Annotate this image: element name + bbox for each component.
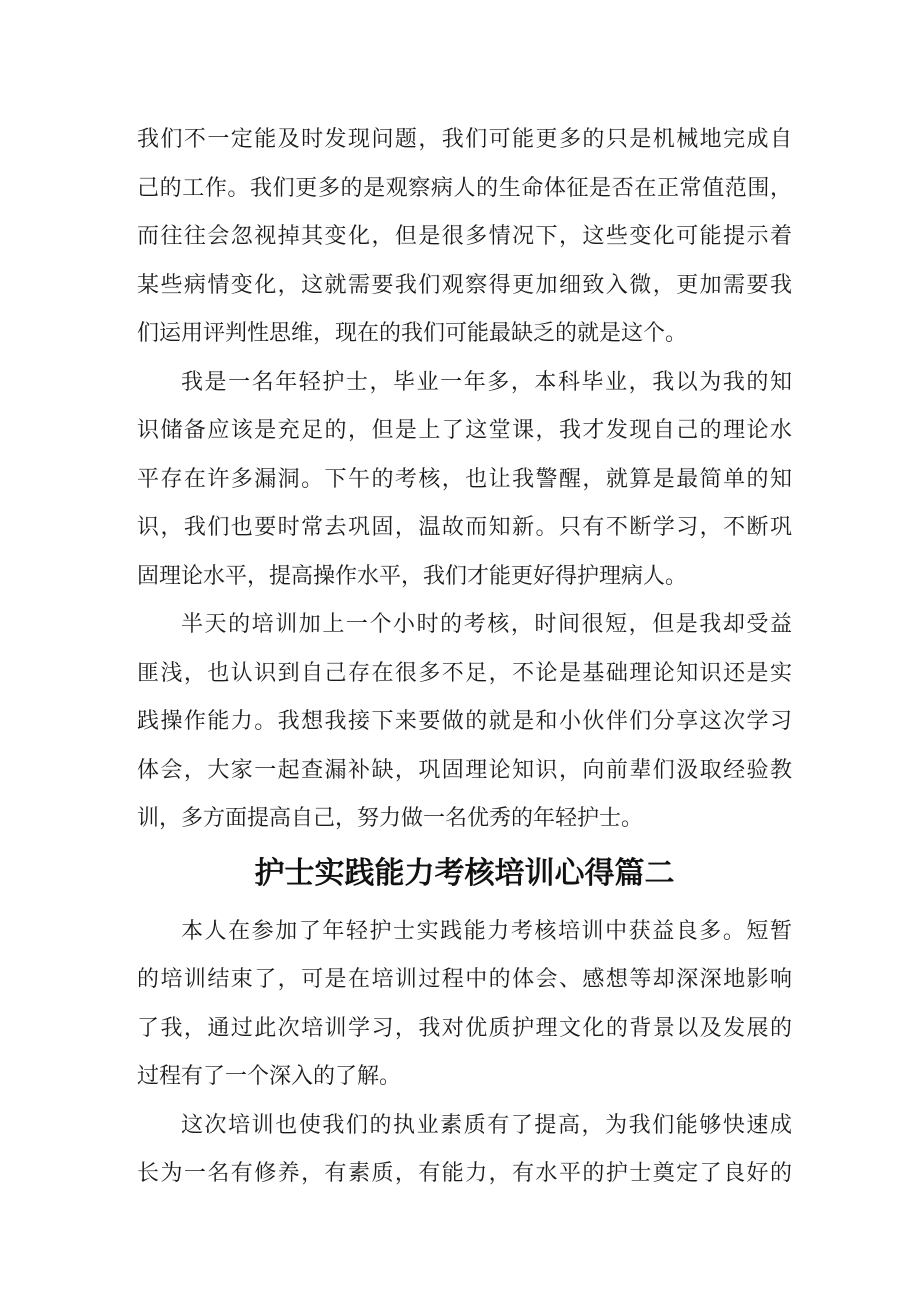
- text-line: 们运用评判性思维，现在的我们可能最缺乏的就是这个。: [137, 321, 688, 346]
- paragraph-young-nurse: [137, 359, 792, 602]
- text-line: 本人在参加了年轻护士实践能力考核培训中获益良多。短暂: [181, 918, 792, 944]
- text-line: 训，多方面提高自己，努力做一名优秀的年轻护士。: [137, 806, 644, 831]
- text-line: 某些病情变化，这就需要我们观察得更加细致入微，更加需要我: [137, 272, 792, 298]
- paragraph-quality-improvement: [137, 1102, 792, 1199]
- paragraph-part-two-intro: [137, 908, 792, 1102]
- text-line: 践操作能力。我想我接下来要做的就是和小伙伴们分享这次学习: [137, 709, 792, 734]
- text-line: 固理论水平，提高操作水平，我们才能更好得护理病人。: [137, 563, 688, 589]
- text-line: 了我，通过此次培训学习，我对优质护理文化的背景以及发展的: [137, 1015, 792, 1041]
- paragraph-continuation: [137, 116, 792, 359]
- text-line: 识，我们也要时常去巩固，温故而知新。只有不断学习，不断巩: [137, 515, 792, 540]
- text-line: 我们不一定能及时发现问题，我们可能更多的只是机械地完成自: [137, 127, 792, 152]
- text-line: 匪浅，也认识到自己存在很多不足，不论是基础理论知识还是实: [137, 660, 792, 686]
- text-line: 体会，大家一起查漏补缺，巩固理论知识，向前辈们汲取经验教: [137, 757, 792, 783]
- section-heading: 护士实践能力考核培训心得篇二: [254, 855, 675, 891]
- text-line: 这次培训也使我们的执业素质有了提高，为我们能够快速成: [181, 1112, 792, 1138]
- text-line: 己的工作。我们更多的是观察病人的生命体征是否在正常值范围，: [137, 175, 792, 201]
- paragraph-training-summary: [137, 601, 792, 844]
- text-line: 长为一名有修养，有素质，有能力，有水平的护士奠定了良好的: [137, 1161, 792, 1186]
- text-line: 平存在许多漏洞。下午的考核，也让我警醒，就算是最简单的知: [137, 466, 792, 492]
- text-line: 而往往会忽视掉其变化，但是很多情况下，这些变化可能提示着: [137, 224, 792, 249]
- text-line: 过程有了一个深入的了解。: [137, 1064, 402, 1089]
- text-line: 半天的培训加上一个小时的考核，时间很短，但是我却受益: [181, 612, 792, 637]
- text-line: 识储备应该是充足的，但是上了这堂课，我才发现自己的理论水: [137, 418, 792, 443]
- text-line: 的培训结束了，可是在培训过程中的体会、感想等却深深地影响: [137, 967, 792, 992]
- document-body: [137, 116, 792, 1199]
- text-line: 我是一名年轻护士，毕业一年多，本科毕业，我以为我的知: [181, 369, 792, 395]
